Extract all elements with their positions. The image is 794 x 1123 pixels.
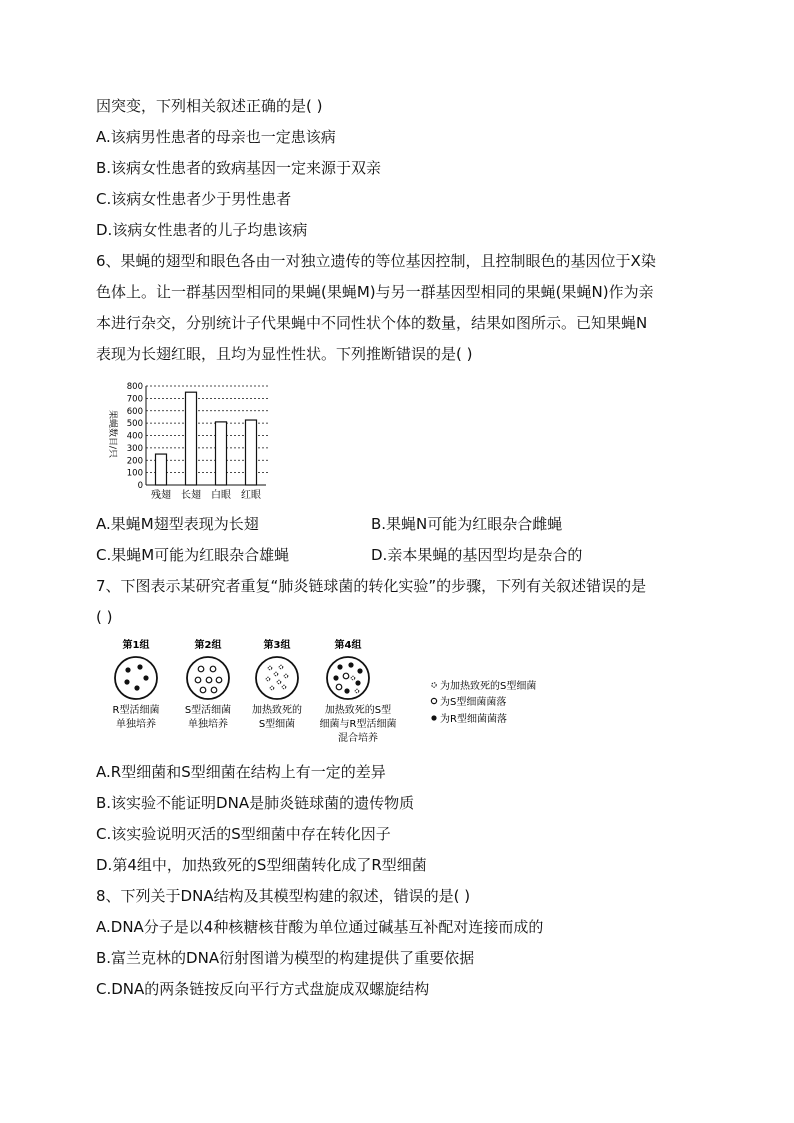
group-3-title: 第3组 <box>263 640 291 651</box>
q8-stem: 8、下列关于DNA结构及其模型构建的叙述，错误的是( ) <box>96 887 471 905</box>
chart-y-tick-label: 0 <box>137 481 143 491</box>
dish-group-1 <box>115 657 157 699</box>
q6-option-a: A.果蝇M翅型表现为长翅 <box>96 515 259 533</box>
dish-group-3 <box>256 657 298 699</box>
chart-y-tick-label: 600 <box>126 406 143 417</box>
q6-option-c: C.果蝇M可能为红眼杂合雄蝇 <box>96 546 290 564</box>
legend-r-colony: 为R型细菌菌落 <box>440 714 507 725</box>
heat-killed-s-legend-icon <box>432 683 436 687</box>
q6-option-d: D.亲本果蝇的基因型均是杂合的 <box>371 546 583 564</box>
chart-y-tick-label: 500 <box>126 419 143 430</box>
chart-category-label: 白眼 <box>211 490 231 501</box>
legend-heat-killed-s: 为加热致死的S型细菌 <box>440 681 537 692</box>
q6-option-b: B.果蝇N可能为红眼杂合雌蝇 <box>371 515 563 533</box>
chart-y-tick-label: 700 <box>126 394 143 405</box>
chart-bar-3 <box>246 420 257 485</box>
chart-y-tick-label: 200 <box>126 456 143 467</box>
q7-stem-line-1: 7、下图表示某研究者重复“肺炎链球菌的转化实验”的步骤，下列有关叙述错误的是 <box>96 577 647 595</box>
q7-option-a: A.R型细菌和S型细菌在结构上有一定的差异 <box>96 763 386 781</box>
q8-option-a: A.DNA分子是以4种核糖核苷酸为单位通过碱基互补配对连接而成的 <box>96 918 544 936</box>
dish-group-2 <box>187 657 229 699</box>
group-4-caption-line-1: 加热致死的S型 <box>324 705 392 716</box>
chart-y-tick-label: 400 <box>126 431 143 442</box>
group-4-caption-line-2: 细菌与R型活细菌 <box>319 719 397 730</box>
chart-bar-0 <box>156 454 167 485</box>
group-2-caption-line-2: 单独培养 <box>188 719 228 730</box>
group-1-title: 第1组 <box>122 640 150 651</box>
chart-bar-2 <box>216 422 227 485</box>
q7-option-d: D.第4组中，加热致死的S型细菌转化成了R型细菌 <box>96 856 427 874</box>
chart-bar-1 <box>186 392 197 485</box>
group-3-caption-line-2: S型细菌 <box>258 719 296 730</box>
dish-group-4 <box>327 657 369 699</box>
q5-option-c: C.该病女性患者少于男性患者 <box>96 190 292 208</box>
q6-stem-line-2: 色体上。让一群基因型相同的果蝇(果蝇M)与另一群基因型相同的果蝇(果蝇N)作为亲 <box>96 283 654 301</box>
q7-stem-line-2: ( ) <box>96 608 113 626</box>
q7-option-b: B.该实验不能证明DNA是肺炎链球菌的遗传物质 <box>96 794 415 812</box>
q5-option-a: A.该病男性患者的母亲也一定患该病 <box>96 128 336 146</box>
fly-count-bar-chart <box>98 378 288 502</box>
chart-category-label: 长翅 <box>181 490 201 501</box>
q6-stem-line-1: 6、果蝇的翅型和眼色各由一对独立遗传的等位基因控制，且控制眼色的基因位于X染 <box>96 252 656 270</box>
q6-stem-line-4: 表现为长翅红眼，且均为显性性状。下列推断错误的是( ) <box>96 345 473 363</box>
q5-stem: 因突变，下列相关叙述正确的是( ) <box>96 97 323 115</box>
chart-y-tick-label: 300 <box>126 443 143 454</box>
group-4-caption-line-3: 混合培养 <box>338 733 378 744</box>
chart-y-tick-label: 100 <box>126 468 143 479</box>
q5-option-b: B.该病女性患者的致病基因一定来源于双亲 <box>96 159 382 177</box>
r-colony-legend-icon <box>431 715 436 720</box>
group-1-caption-line-1: R型活细菌 <box>112 705 160 716</box>
q8-option-c: C.DNA的两条链按反向平行方式盘旋成双螺旋结构 <box>96 980 430 998</box>
group-1-caption-line-2: 单独培养 <box>116 719 156 730</box>
s-colony-legend-icon <box>431 698 436 703</box>
group-4-title: 第4组 <box>334 640 362 651</box>
transformation-experiment-figure <box>100 634 620 752</box>
chart-ylabel: 果蝇数目/只 <box>107 409 117 459</box>
q8-option-b: B.富兰克林的DNA衍射图谱为模型的构建提供了重要依据 <box>96 949 475 967</box>
chart-y-tick-label: 800 <box>126 382 143 392</box>
q7-option-c: C.该实验说明灭活的S型细菌中存在转化因子 <box>96 825 391 843</box>
group-2-title: 第2组 <box>194 640 222 651</box>
group-2-caption-line-1: S型活细菌 <box>184 705 232 716</box>
legend-s-colony: 为S型细菌菌落 <box>440 697 507 708</box>
q6-stem-line-3: 本进行杂交，分别统计子代果蝇中不同性状个体的数量，结果如图所示。已知果蝇N <box>96 314 648 332</box>
group-3-caption-line-1: 加热致死的 <box>252 705 302 716</box>
figure-legend <box>431 679 536 725</box>
q5-option-d: D.该病女性患者的儿子均患该病 <box>96 221 308 239</box>
chart-category-label: 红眼 <box>241 490 261 501</box>
chart-category-label: 残翅 <box>151 490 171 501</box>
